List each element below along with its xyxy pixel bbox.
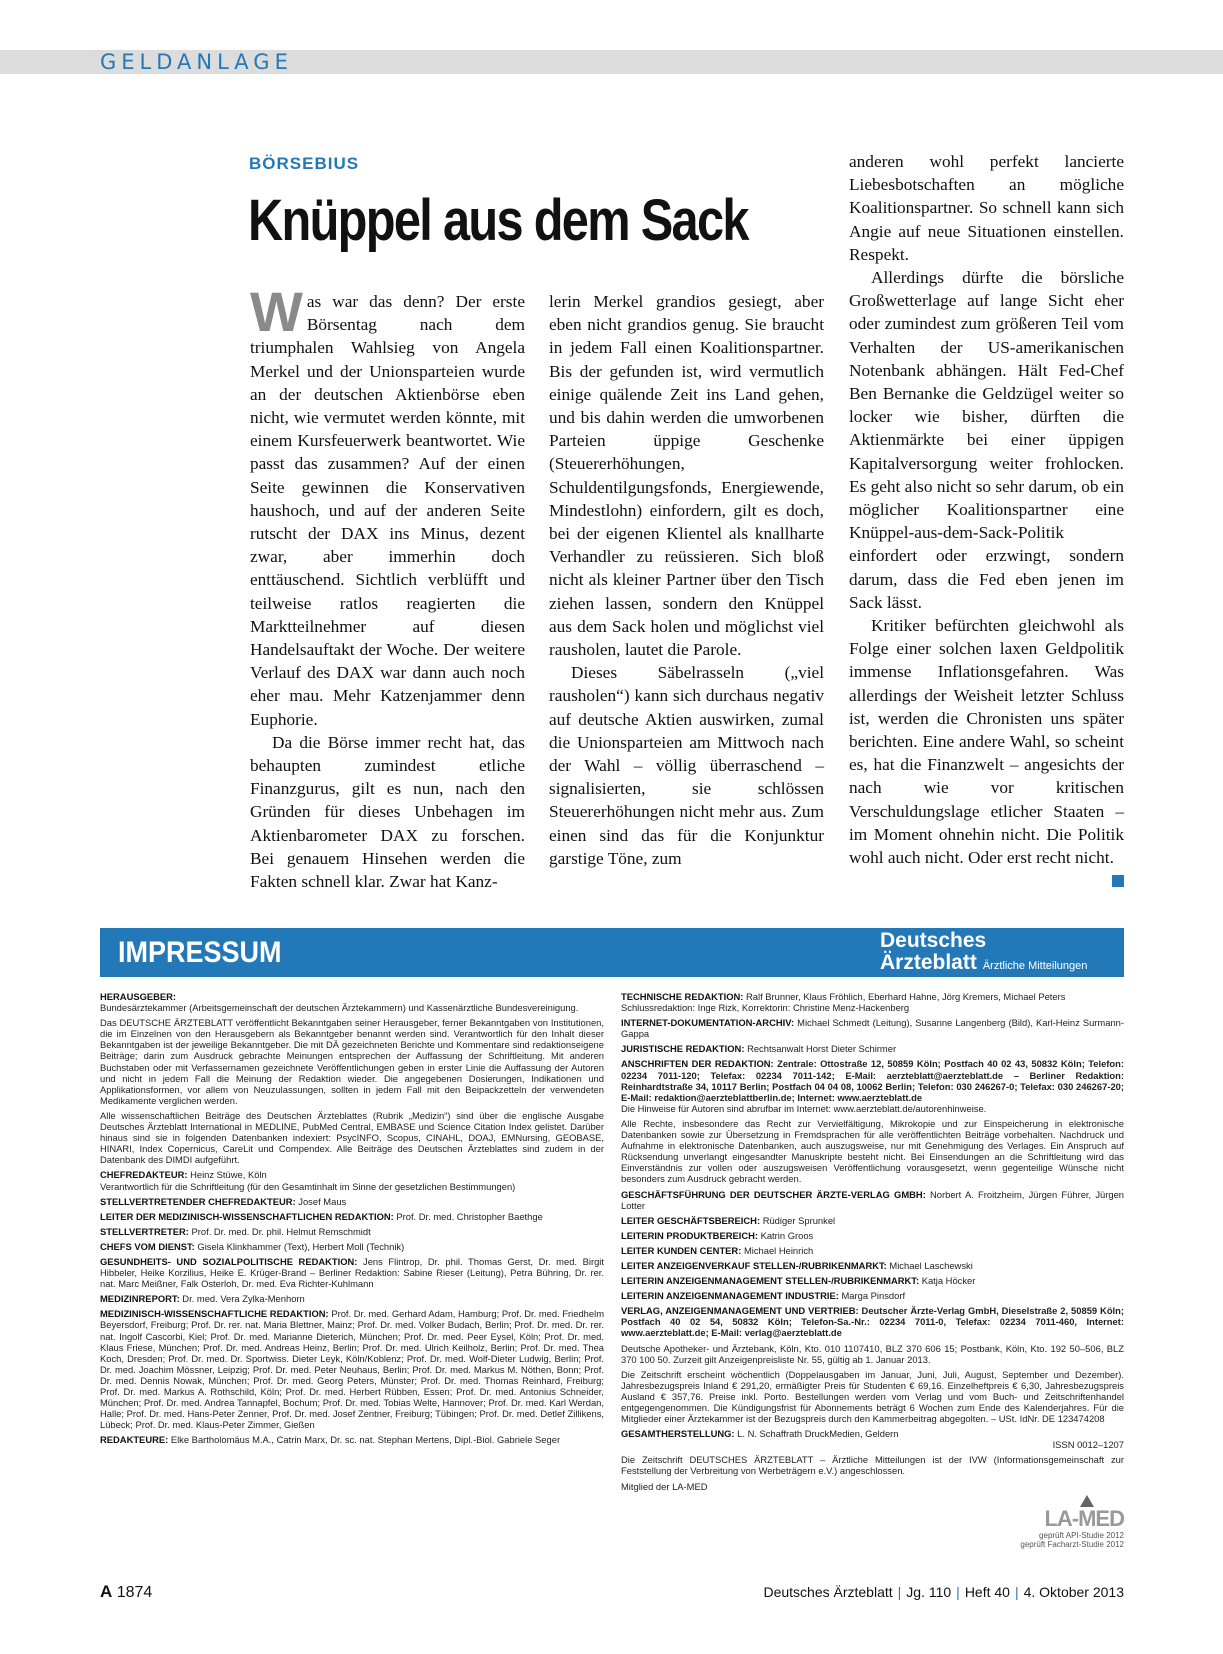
impressum-entry: LEITERIN PRODUKTBEREICH: Katrin Groos xyxy=(621,1229,814,1241)
impressum-entry: REDAKTEURE: Elke Bartholomäus M.A., Catrin Marx, Dr. sc. nat. Stephan Mertens, Dipl.-Biol. Gabriele Seger xyxy=(100,1434,561,1446)
page-number: A 1874 xyxy=(100,1582,153,1601)
impressum-entry: Alle wissenschaftlichen Beiträge des Deutschen Ärzteblattes (Rubrik „Medizin“) sind über die englische Ausgabe Deutsches Ärzteblatt International in MEDLINE, PubMed Central, EMBASE und Science Citation Index gelistet. Darüber hinaus sind sie in folgenden Datenbanken indexiert: PsycINFO, Scopus, CINAHL, DOAJ, EMNursing, GEOBASE, HINARI, Index Copernicus, CareLit und Compendex. Alle Beiträge des Deutschen Ärzteblattes sind zudem in der Datenbank des DIMDI aufgeführt. xyxy=(100,1109,604,1166)
impressum-entry: JURISTISCHE REDAKTION: Rechtsanwalt Horst Dieter Schirmer xyxy=(621,1043,897,1055)
impressum-entry: LEITERIN ANZEIGENMANAGEMENT INDUSTRIE: Marga Pinsdorf xyxy=(621,1290,906,1302)
impressum-entry: LEITERIN ANZEIGENMANAGEMENT STELLEN-/RUBRIKENMARKT: Katja Höcker xyxy=(621,1275,976,1287)
section-label: GELDANLAGE xyxy=(100,50,293,74)
impressum-entry: GESCHÄFTSFÜHRUNG DER DEUTSCHER ÄRZTE-VERLAG GMBH: Norbert A. Froitzheim, Jürgen Führer, Jürgen Lotter xyxy=(621,1188,1124,1211)
impressum-title: IMPRESSUM xyxy=(118,936,282,969)
impressum-left-column xyxy=(100,991,604,1449)
impressum-entry: STELLVERTRETENDER CHEFREDAKTEUR: Josef Maus xyxy=(100,1195,347,1207)
article-paragraph: Da die Börse immer recht hat, das behaupten zumindest etliche Finanzgurus, gilt es nun, nach den Gründen für dieses Unbehagen im Aktienbarometer DAX zu forschen. Bei genauem Hinsehen werden die Fakten schnell klar. Zwar hat Kanz- xyxy=(250,732,525,892)
impressum-entry: STELLVERTRETER: Prof. Dr. med. Dr. phil. Helmut Remschmidt xyxy=(100,1225,371,1237)
lamed-seal: LA-MED geprüft API-Studie 2012 geprüft Facharzt-Studie 2012 xyxy=(1000,1495,1124,1549)
impressum-entry: Deutsche Apotheker- und Ärztebank, Köln, Kto. 010 1107410, BLZ 370 606 15; Postbank, Köln, Kto. 192 50–506, BLZ 370 100 50. Zurzeit gilt Anzeigenpreisliste Nr. 55, gültig ab 1. Januar 2013. xyxy=(621,1342,1124,1365)
article-column-3 xyxy=(849,150,1124,887)
impressum-entry: Die Zeitschrift erscheint wöchentlich (Doppelausgaben im Januar, Juni, Juli, August, September und Dezember). Jahresbezugspreis Inland € 291,20, ermäßigter Preis für Studenten € 69,16. Einzelheftpreis € 6,30, Jahresbezugspreis Ausland € 357,76. Preise inkl. Porto. Bestellungen werden vom Verlag und vom Buch- und Zeitschriftenhandel entgegengenommen. Die Kündigungsfrist für Abonnements beträgt 6 Wochen zum Ende des Kalenderjahres. Für die Mitglieder einer Ärztekammer ist der Bezugspreis durch den Kammerbeitrag abgegolten. – USt. IdNr. DE 123474208 xyxy=(621,1368,1124,1425)
impressum-right-column xyxy=(621,991,1124,1496)
journal-logo: Deutsches Ärzteblatt Ärztliche Mitteilungen xyxy=(880,929,1088,974)
impressum-entry: CHEFS VOM DIENST: Gisela Klinkhammer (Text), Herbert Moll (Technik) xyxy=(100,1240,405,1252)
drop-cap: W xyxy=(250,280,303,343)
article-paragraph: Kritiker befürchten gleichwohl als Folge einer solchen laxen Geldpolitik immense Inflationsgefahren. Was allerdings der Weisheit letzter Schluss ist, werden die Chronisten uns später berichten. Eine andere Wahl, so scheint es, hat die Finanzwelt – angesichts der nach wie vor kritischen Verschuldungslage etlicher Staaten – im Moment ohnehin nicht. Die Politik wohl auch nicht. Oder erst recht nicht. xyxy=(849,614,1124,869)
impressum-entry: Das DEUTSCHE ÄRZTEBLATT veröffentlicht Bekanntgaben seiner Herausgeber, ferner Bekanntgaben von Institutionen, die im Einzelnen von den Herausgebern als Bekanntgeber benannt werden sind. Verantwortlich für den Inhalt dieser Bekanntgaben ist der jeweilige Bekanntgeber. Die mit DÄ gezeichneten Berichte und Kommentare sind redaktionseigene Beiträge; darin zum Ausdruck gebrachte Meinungen entsprechen der Auffassung der Schriftleitung. Mit anderen Buchstaben oder mit Verfassernamen gezeichnete Veröffentlichungen geben in erster Linie die Auffassung der Autoren und nicht in jedem Fall die Meinung der Redaktion wieder. Die angegebenen Dosierungen, Indikationen und Applikationsformen, vor allem von Neuzulassungen, sollten in jedem Fall mit den Beipackzetteln der verwendeten Medikamente verglichen werden. xyxy=(100,1017,604,1106)
end-mark-icon xyxy=(1112,875,1124,887)
impressum-entry: GESAMTHERSTELLUNG: L. N. Schaffrath DruckMedien, Geldern ISSN 0012–1207 xyxy=(621,1428,1124,1451)
impressum-entry: ANSCHRIFTEN DER REDAKTION: Zentrale: Ottostraße 12, 50859 Köln; Postfach 40 02 43, 50832 Köln; Telefon: 02234 7011-120; Telefax: 02234 7011-142; E-Mail: aerzteblatt@aerzteblatt.de – Berliner Redaktion: Reinhardtstraße 34, 10117 Berlin; Postfach 04 04 08, 10062 Berlin; Telefon: 030 246267-0; Telefax: 030 246267-20; E-Mail: redaktion@aerzteblattberlin.de; Internet: www.aerzteblatt.de Die Hinweise für Autoren sind abrufbar im Internet: www.aerzteblatt.de/autorenhinweise. xyxy=(621,1058,1124,1114)
article-column-2 xyxy=(549,290,824,870)
impressum-entry: HERAUSGEBER: Bundesärztekammer (Arbeitsgemeinschaft der deutschen Ärztekammern) und Kassenärztliche Bundesvereinigung. xyxy=(100,991,579,1014)
footer-citation: Deutsches Ärzteblatt | Jg. 110 | Heft 40 | 4. Oktober 2013 xyxy=(763,1584,1124,1600)
article-headline: Knüppel aus dem Sack xyxy=(248,188,748,253)
impressum-entry: INTERNET-DOKUMENTATION-ARCHIV: Michael Schmedt (Leitung), Susanne Langenberg (Bild), Karl-Heinz Surmann-Gappa xyxy=(621,1017,1124,1040)
impressum-entry: LEITER KUNDEN CENTER: Michael Heinrich xyxy=(621,1244,814,1256)
impressum-entry: Alle Rechte, insbesondere das Recht zur Vervielfältigung, Mikrokopie und zur Einspeicherung in elektronische Datenbanken sowie zur Übersetzung in Fremdsprachen für alle veröffentlichten Beiträge vorbehalten. Nachdruck und Aufnahme in elektronische Datenbanken, auch auszugsweise, nur mit Genehmigung des Verlages. Ein Anspruch auf Rücksendung unverlangt eingesandter Manuskripte besteht nicht. Bei Einsendungen an die Schriftleitung wird das Einverständnis zur vollen oder auszugsweisen Veröffentlichung vorausgesetzt, wenn gegenteilige Wünsche nicht besonders zum Ausdruck gebracht werden. xyxy=(621,1117,1124,1185)
article-paragraph: lerin Merkel grandios gesiegt, aber eben nicht grandios genug. Sie braucht in jedem Fall einen Koalitionspartner. Bis der gefunden ist, wird vermutlich einige quälende Zeit ins Land gehen, und bis dahin werden die umworbenen Parteien üppige Geschenke (Steuererhöhungen, Schuldentilgungsfonds, Energiewende, Mindestlohn) einfordern, gilt es doch, bei der eigenen Klientel als knallharte Verhandler zu reüssieren. Sich bloß nicht als kleiner Partner über den Tisch ziehen lassen, sondern den Knüppel aus dem Sack holen und möglichst viel rausholen, lautet die Parole. xyxy=(549,292,824,660)
article-paragraph: Was war das denn? Der erste Börsentag nach dem triumphalen Wahlsieg von Angela Merkel und der Unionsparteien wurde an der deutschen Aktienbörse eben nicht, wie vermutet werden könnte, mit einem Kursfeuerwerk beantwortet. Wie passt das zusammen? Auf der einen Seite gewinnen die Konservativen haushoch, und auf der anderen Seite rutscht der DAX ins Minus, dezent zwar, aber immerhin doch enttäuschend. Sichtlich verblüfft und teilweise ratlos reagierten die Marktteilnehmer auf diesen Handelsauftakt der Woche. Der weitere Verlauf des DAX war dann auch noch eher mau. Mehr Katzenjammer denn Euphorie. xyxy=(250,280,525,729)
article-column-1 xyxy=(250,280,525,893)
article-paragraph: Dieses Säbelrasseln („viel rausholen“) kann sich durchaus negativ auf deutsche Aktien auswirken, zumal die Unionsparteien am Mittwoch nach der Wahl – völlig überraschend – signalisierten, sie schlössen Steuererhöhungen nicht mehr aus. Zum einen sind das für die Konjunktur garstige Töne, zum xyxy=(549,663,824,868)
impressum-entry: Mitglied der LA-MED xyxy=(621,1480,708,1492)
article-paragraph: anderen wohl perfekt lancierte Liebesbotschaften an mögliche Koalitionspartner. So schnell kann sich Angie auf neue Situationen einstellen. Respekt. xyxy=(849,152,1124,264)
impressum-entry: LEITER DER MEDIZINISCH-WISSENSCHAFTLICHEN REDAKTION: Prof. Dr. med. Christopher Baethge xyxy=(100,1210,543,1222)
impressum-entry: LEITER GESCHÄFTSBEREICH: Rüdiger Sprunkel xyxy=(621,1214,836,1226)
impressum-entry: MEDIZINREPORT: Dr. med. Vera Zylka-Menhorn xyxy=(100,1293,305,1305)
impressum-entry: VERLAG, ANZEIGENMANAGEMENT UND VERTRIEB: Deutscher Ärzte-Verlag GmbH, Dieselstraße 2, 50859 Köln; Postfach 40 02 54, 50832 Köln; Telefon-Sa.-Nr.: 02234 7011-0, Telefax: 02234 7011-460, Internet: www.aerzteblatt.de; E-Mail: verlag@aerzteblatt.de xyxy=(621,1305,1125,1339)
impressum-entry: MEDIZINISCH-WISSENSCHAFTLICHE REDAKTION: Prof. Dr. med. Gerhard Adam, Hamburg; Prof. Dr. med. Friedhelm Beyersdorf, Freiburg; Prof. Dr. rer. nat. Maria Blettner, Mainz; Prof. Dr. med. Volker Budach, Berlin; Prof. Dr. med. Dr. rer. nat. Ingolf Cascorbi, Kiel; Prof. Dr. med. Marianne Dieterich, München; Prof. Dr. med. Peer Eysel, Köln; Prof. Dr. med. Klaus Friese, München; Prof. Dr. med. Andreas Heinz, Berlin; Prof. Dr. med. Ulrich Keilholz, Berlin; Prof. Dr. med. Thea Koch, Dresden; Prof. Dr. med. Dr. Sportwiss. Dieter Leyk, Köln/Koblenz; Prof. Dr. med. Wolf-Dieter Ludwig, Berlin; Prof. Dr. med. Joachim Mössner, Leipzig; Prof. Dr. med. Peter Neuhaus, Berlin; Prof. Dr. med. Markus M. Nöthen, Bonn; Prof. Dr. med. Dennis Nowak, München; Prof. Dr. med. Georg Peters, Münster; Prof. Dr. med. Thomas Reinhard, Freiburg; Prof. Dr. med. Markus A. Rothschild, Köln; Prof. Dr. med. Herbert Rübben, Essen; Prof. Dr. med. Antonius Schneider, München; Prof. Dr. med. Andrea Tannapfel, Bochum; Prof. Dr. med. Tobias Welte, Hannover; Prof. Dr. med. Karl Werdan, Halle; Prof. Dr. med. Hans-Peter Zenner, Prof. Dr. med. Josef Zentner, Freiburg; Tübingen; Prof. Dr. med. Detlef Zillikens, Lübeck; Prof. Dr. med. Klaus-Peter Zimmer, Gießen xyxy=(100,1308,605,1431)
impressum-entry: Die Zeitschrift DEUTSCHES ÄRZTEBLATT – Ärztliche Mitteilungen ist der IVW (Informationsgemeinschaft zur Feststellung der Verbreitung von Werbeträgern e.V.) angeschlossen. xyxy=(621,1454,1124,1477)
impressum-entry: CHEFREDAKTEUR: Heinz Stüwe, Köln Verantwortlich für die Schriftleitung (für den Gesamtinhalt im Sinne der gesetzlichen Bestimmungen) xyxy=(100,1169,516,1192)
impressum-entry: GESUNDHEITS- UND SOZIALPOLITISCHE REDAKTION: Jens Flintrop, Dr. phil. Thomas Gerst, Dr. med. Birgit Hibbeler, Heike Korzilius, Heike E. Krüger-Brand – Berliner Redaktion: Sabine Rieser (Leitung), Petra Bühring, Dr. rer. nat. Marc Meißner, Falk Osterloh, Dr. med. Eva Richter-Kuhlmann xyxy=(100,1255,604,1290)
impressum-entry: LEITER ANZEIGENVERKAUF STELLEN-/RUBRIKENMARKT: Michael Laschewski xyxy=(621,1259,973,1271)
article-kicker: BÖRSEBIUS xyxy=(249,154,360,173)
impressum-entry: TECHNISCHE REDAKTION: Ralf Brunner, Klaus Fröhlich, Eberhard Hahne, Jörg Kremers, Michael Peters Schlussredaktion: Inge Rizk, Korrektorin: Christine Menz-Hackenberg xyxy=(621,991,1066,1014)
article-paragraph: Allerdings dürfte die börsliche Großwetterlage auf lange Sicht eher oder zumindest zum größeren Teil vom Verhalten der US-amerikanischen Notenbank abhängen. Hält Fed-Chef Ben Bernanke die Geldzügel weiter so locker wie bisher, dürften die Aktienmärkte bei einer üppigen Kapitalversorgung weiter frohlocken. Es geht also nicht so sehr darum, ob ein möglicher Koalitionspartner eine Knüppel-aus-dem-Sack-Politik einfordert oder erzwingt, sondern darum, dass die Fed eben jenen im Sack lässt. xyxy=(849,268,1125,612)
